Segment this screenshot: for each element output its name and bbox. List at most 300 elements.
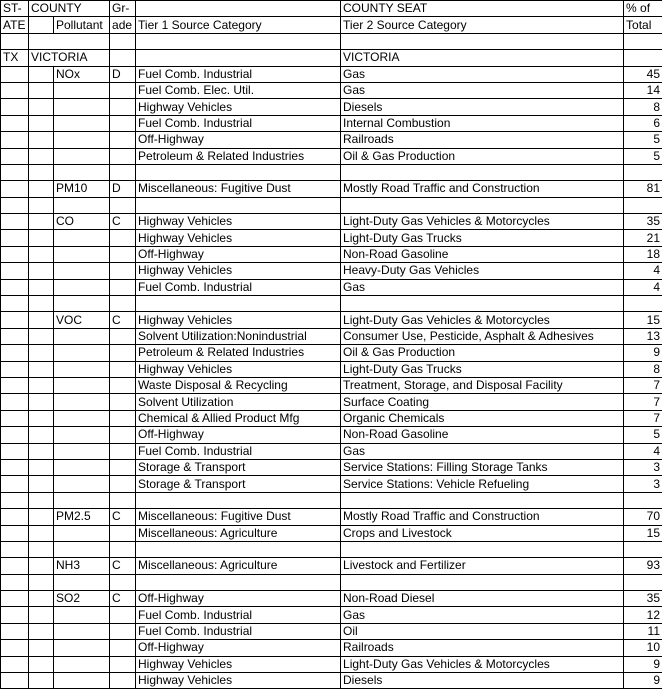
grade-cell — [110, 656, 136, 672]
state-cell — [1, 115, 29, 131]
blank-row — [1, 574, 662, 590]
blank-row — [1, 164, 662, 180]
percent-cell: 9 — [624, 656, 662, 672]
tier1-cell: Highway Vehicles — [136, 361, 341, 377]
table-row — [1, 410, 662, 426]
pollutant-cell — [54, 459, 110, 475]
blank-cell — [624, 197, 662, 213]
table-body — [1, 1, 662, 689]
pollutant-cell — [54, 476, 110, 492]
header-cell: COUNTY — [29, 1, 110, 17]
percent-cell: 81 — [624, 181, 662, 197]
pollutant-cell — [54, 640, 110, 656]
pollutant-cell — [54, 410, 110, 426]
county-cell — [29, 673, 54, 689]
pollutant-cell — [54, 230, 110, 246]
tier1-cell: Miscellaneous: Agriculture — [136, 558, 341, 574]
state-cell — [1, 361, 29, 377]
tier2-cell: Internal Combustion — [341, 115, 624, 131]
blank-cell — [54, 296, 110, 312]
blank-cell — [54, 197, 110, 213]
grade-cell — [110, 328, 136, 344]
table-row — [1, 525, 662, 541]
header-cell: Pollutant — [54, 17, 110, 33]
blank-cell — [110, 492, 136, 508]
pollutant-cell — [54, 279, 110, 295]
blank-cell — [110, 197, 136, 213]
percent-cell: 7 — [624, 410, 662, 426]
pollutant-cell: PM10 — [54, 181, 110, 197]
grade-cell — [110, 673, 136, 689]
blank-cell — [110, 541, 136, 557]
county-cell — [29, 66, 54, 82]
state-cell — [1, 673, 29, 689]
tier2-cell: Gas — [341, 607, 624, 623]
percent-cell: 3 — [624, 459, 662, 475]
blank-row — [1, 296, 662, 312]
percent-cell: 12 — [624, 607, 662, 623]
blank-cell — [136, 492, 341, 508]
table-row — [1, 558, 662, 574]
county-cell: VICTORIA — [29, 50, 110, 66]
state-cell — [1, 459, 29, 475]
tier2-cell: Livestock and Fertilizer — [341, 558, 624, 574]
blank-cell — [54, 541, 110, 557]
county-cell — [29, 361, 54, 377]
blank-cell — [341, 492, 624, 508]
grade-cell — [110, 82, 136, 98]
state-cell — [1, 132, 29, 148]
tier2-cell: Railroads — [341, 640, 624, 656]
tier1-cell: Miscellaneous: Fugitive Dust — [136, 509, 341, 525]
state-cell — [1, 394, 29, 410]
grade-cell — [110, 99, 136, 115]
table-row — [1, 361, 662, 377]
blank-cell — [29, 164, 54, 180]
county-cell — [29, 246, 54, 262]
blank-cell — [136, 574, 341, 590]
pollutant-cell — [54, 673, 110, 689]
grade-cell — [110, 377, 136, 393]
header-cell — [136, 1, 341, 17]
tier1-cell: Off-Highway — [136, 427, 341, 443]
table-row — [1, 66, 662, 82]
blank-cell — [29, 296, 54, 312]
blank-cell — [136, 197, 341, 213]
percent-cell: 9 — [624, 345, 662, 361]
tier1-cell: Highway Vehicles — [136, 673, 341, 689]
county-cell — [29, 509, 54, 525]
pollutant-cell: NH3 — [54, 558, 110, 574]
grade-cell: D — [110, 66, 136, 82]
tier1-cell: Miscellaneous: Agriculture — [136, 525, 341, 541]
state-cell — [1, 328, 29, 344]
header-cell: Total — [624, 17, 662, 33]
pollutant-cell — [54, 99, 110, 115]
tier2-cell: Service Stations: Vehicle Refueling — [341, 476, 624, 492]
grade-cell — [110, 345, 136, 361]
county-cell — [29, 345, 54, 361]
tier1-cell: Fuel Comb. Industrial — [136, 279, 341, 295]
table-row — [1, 623, 662, 639]
blank-cell — [110, 164, 136, 180]
percent-cell: 45 — [624, 66, 662, 82]
table-row — [1, 246, 662, 262]
table-row — [1, 656, 662, 672]
grade-cell — [110, 361, 136, 377]
county-cell — [29, 443, 54, 459]
state-cell — [1, 509, 29, 525]
table-row — [1, 591, 662, 607]
header-cell: ST- — [1, 1, 29, 17]
blank-cell — [29, 492, 54, 508]
pollutant-cell — [54, 377, 110, 393]
percent-cell: 9 — [624, 673, 662, 689]
grade-cell — [110, 607, 136, 623]
grade-cell — [110, 132, 136, 148]
table-row — [1, 377, 662, 393]
state-cell — [1, 99, 29, 115]
county-cell — [29, 312, 54, 328]
pollutant-cell — [54, 82, 110, 98]
tier2-cell: Crops and Livestock — [341, 525, 624, 541]
percent-cell: 15 — [624, 312, 662, 328]
table-row — [1, 132, 662, 148]
tier2-cell: Light-Duty Gas Vehicles & Motorcycles — [341, 214, 624, 230]
county-cell — [29, 394, 54, 410]
table-row — [1, 312, 662, 328]
tier1-cell: Highway Vehicles — [136, 99, 341, 115]
state-cell — [1, 230, 29, 246]
blank-cell — [341, 296, 624, 312]
county-cell — [29, 410, 54, 426]
tier1-cell: Highway Vehicles — [136, 312, 341, 328]
pollutant-cell — [54, 263, 110, 279]
county-cell — [29, 640, 54, 656]
blank-cell — [341, 164, 624, 180]
table-row — [1, 263, 662, 279]
grade-cell — [110, 148, 136, 164]
blank-cell — [341, 574, 624, 590]
pollutant-cell — [54, 656, 110, 672]
tier1-cell: Fuel Comb. Industrial — [136, 66, 341, 82]
blank-cell — [136, 296, 341, 312]
state-cell — [1, 279, 29, 295]
percent-cell: 7 — [624, 377, 662, 393]
state-cell — [1, 410, 29, 426]
state-cell — [1, 640, 29, 656]
tier2-cell: Gas — [341, 443, 624, 459]
tier1-cell: Fuel Comb. Industrial — [136, 623, 341, 639]
state-cell — [1, 214, 29, 230]
blank-cell — [1, 164, 29, 180]
percent-cell: 15 — [624, 525, 662, 541]
county-cell — [29, 459, 54, 475]
tier2-cell: Diesels — [341, 673, 624, 689]
state-cell — [1, 82, 29, 98]
county-cell — [29, 427, 54, 443]
blank-cell — [1, 197, 29, 213]
county-cell — [29, 656, 54, 672]
state-cell — [1, 66, 29, 82]
blank-row — [1, 541, 662, 557]
percent-cell: 7 — [624, 394, 662, 410]
tier2-cell: Consumer Use, Pesticide, Asphalt & Adhesives — [341, 328, 624, 344]
grade-cell — [110, 459, 136, 475]
table-row — [1, 394, 662, 410]
tier1-cell: Storage & Transport — [136, 459, 341, 475]
county-seat-cell: VICTORIA — [341, 50, 624, 66]
blank-cell — [341, 541, 624, 557]
pollutant-cell — [54, 623, 110, 639]
state-cell — [1, 443, 29, 459]
percent-cell: 35 — [624, 214, 662, 230]
percent-cell: 3 — [624, 476, 662, 492]
header-row-1 — [1, 1, 662, 17]
tier1-cell: Off-Highway — [136, 132, 341, 148]
tier2-cell: Mostly Road Traffic and Construction — [341, 509, 624, 525]
tier1-cell: Miscellaneous: Fugitive Dust — [136, 181, 341, 197]
grade-cell: C — [110, 558, 136, 574]
county-cell — [29, 230, 54, 246]
table-row — [1, 607, 662, 623]
header-cell: ade — [110, 17, 136, 33]
header-row-2 — [1, 17, 662, 33]
tier1-cell: Fuel Comb. Industrial — [136, 443, 341, 459]
table-row — [1, 509, 662, 525]
tier2-cell: Oil — [341, 623, 624, 639]
blank-cell — [54, 492, 110, 508]
tier2-cell: Light-Duty Gas Vehicles & Motorcycles — [341, 656, 624, 672]
blank-cell — [29, 197, 54, 213]
blank-cell — [29, 541, 54, 557]
pollutant-cell — [54, 132, 110, 148]
table-row — [1, 673, 662, 689]
county-cell — [29, 476, 54, 492]
percent-cell: 10 — [624, 640, 662, 656]
grade-cell — [110, 263, 136, 279]
pollutant-cell — [54, 427, 110, 443]
grade-cell — [110, 525, 136, 541]
blank-cell — [624, 574, 662, 590]
tier2-cell: Surface Coating — [341, 394, 624, 410]
county-cell — [29, 623, 54, 639]
grade-cell — [110, 394, 136, 410]
header-cell: Tier 2 Source Category — [341, 17, 624, 33]
grade-cell — [110, 640, 136, 656]
blank-cell — [110, 296, 136, 312]
state-cell: TX — [1, 50, 29, 66]
tier1-cell: Solvent Utilization — [136, 394, 341, 410]
grade-cell — [110, 427, 136, 443]
tier1-cell: Storage & Transport — [136, 476, 341, 492]
tier1-cell: Petroleum & Related Industries — [136, 148, 341, 164]
tier1-cell: Waste Disposal & Recycling — [136, 377, 341, 393]
blank-cell — [110, 574, 136, 590]
percent-cell: 35 — [624, 591, 662, 607]
blank-cell — [624, 296, 662, 312]
tier1-cell: Highway Vehicles — [136, 230, 341, 246]
county-cell — [29, 148, 54, 164]
blank-cell — [136, 164, 341, 180]
tier1-cell: Fuel Comb. Elec. Util. — [136, 82, 341, 98]
tier2-cell: Heavy-Duty Gas Vehicles — [341, 263, 624, 279]
location-row — [1, 50, 662, 66]
table-row — [1, 148, 662, 164]
pollutant-cell — [54, 525, 110, 541]
state-cell — [1, 345, 29, 361]
percent-cell: 21 — [624, 230, 662, 246]
table-row — [1, 427, 662, 443]
percent-cell: 13 — [624, 328, 662, 344]
tier1-cell: Fuel Comb. Industrial — [136, 607, 341, 623]
pollutant-cell — [54, 607, 110, 623]
tier2-cell: Gas — [341, 279, 624, 295]
table-row — [1, 459, 662, 475]
percent-cell: 93 — [624, 558, 662, 574]
tier2-cell: Light-Duty Gas Trucks — [341, 230, 624, 246]
header-cell: COUNTY SEAT — [341, 1, 624, 17]
tier1-cell: Highway Vehicles — [136, 214, 341, 230]
county-cell — [29, 607, 54, 623]
state-cell — [1, 148, 29, 164]
blank-cell — [54, 164, 110, 180]
tier1-cell: Highway Vehicles — [136, 263, 341, 279]
table-row — [1, 82, 662, 98]
grade-cell — [110, 410, 136, 426]
table-row — [1, 345, 662, 361]
tier2-cell: Treatment, Storage, and Disposal Facility — [341, 377, 624, 393]
blank-cell — [624, 492, 662, 508]
table-row — [1, 99, 662, 115]
county-cell — [29, 558, 54, 574]
tier2-cell: Non-Road Diesel — [341, 591, 624, 607]
county-cell — [29, 263, 54, 279]
tier2-cell: Oil & Gas Production — [341, 148, 624, 164]
tier2-cell: Non-Road Gasoline — [341, 427, 624, 443]
percent-cell: 4 — [624, 443, 662, 459]
tier1-cell: Petroleum & Related Industries — [136, 345, 341, 361]
blank-cell — [341, 197, 624, 213]
state-cell — [1, 558, 29, 574]
blank-cell — [1, 574, 29, 590]
pollutant-cell — [54, 361, 110, 377]
percent-cell: 4 — [624, 279, 662, 295]
table-row — [1, 115, 662, 131]
tier2-cell: Mostly Road Traffic and Construction — [341, 181, 624, 197]
grade-cell: C — [110, 509, 136, 525]
county-cell — [29, 279, 54, 295]
state-cell — [1, 623, 29, 639]
county-cell — [29, 132, 54, 148]
grade-cell: C — [110, 591, 136, 607]
header-cell: % of — [624, 1, 662, 17]
grade-cell — [110, 115, 136, 131]
pollutant-cell — [54, 345, 110, 361]
county-cell — [29, 181, 54, 197]
header-cell — [29, 17, 54, 33]
pollutant-cell — [54, 246, 110, 262]
blank-cell — [624, 164, 662, 180]
state-cell — [1, 656, 29, 672]
state-cell — [1, 246, 29, 262]
state-cell — [1, 181, 29, 197]
percent-cell: 8 — [624, 99, 662, 115]
state-cell — [1, 377, 29, 393]
grade-cell — [110, 623, 136, 639]
percent-cell: 5 — [624, 427, 662, 443]
header-cell: ATE — [1, 17, 29, 33]
grade-cell: D — [110, 181, 136, 197]
tier1-cell: Off-Highway — [136, 591, 341, 607]
header-cell: Gr- — [110, 1, 136, 17]
tier1-cell: Fuel Comb. Industrial — [136, 115, 341, 131]
percent-cell: 4 — [624, 263, 662, 279]
county-cell — [29, 115, 54, 131]
percent-cell: 18 — [624, 246, 662, 262]
blank-cell — [624, 541, 662, 557]
blank-row — [1, 33, 662, 49]
blank-cell — [29, 574, 54, 590]
grade-cell: C — [110, 312, 136, 328]
pollutant-cell: SO2 — [54, 591, 110, 607]
table-row — [1, 476, 662, 492]
blank-cell — [54, 574, 110, 590]
percent-cell: 5 — [624, 148, 662, 164]
county-cell — [29, 525, 54, 541]
state-cell — [1, 312, 29, 328]
tier2-cell: Oil & Gas Production — [341, 345, 624, 361]
state-cell — [1, 591, 29, 607]
pollutant-cell: PM2.5 — [54, 509, 110, 525]
pollutant-cell: CO — [54, 214, 110, 230]
blank-cell — [136, 541, 341, 557]
grade-cell — [110, 443, 136, 459]
tier2-cell: Light-Duty Gas Vehicles & Motorcycles — [341, 312, 624, 328]
tier2-cell: Organic Chemicals — [341, 410, 624, 426]
blank-cell — [1, 541, 29, 557]
pollutant-cell — [54, 394, 110, 410]
blank-cell — [1, 492, 29, 508]
tier2-cell: Gas — [341, 82, 624, 98]
percent-cell: 70 — [624, 509, 662, 525]
pollutant-cell: NOx — [54, 66, 110, 82]
percent-cell: 8 — [624, 361, 662, 377]
table-row — [1, 328, 662, 344]
state-cell — [1, 263, 29, 279]
blank-cell — [1, 296, 29, 312]
tier2-cell: Non-Road Gasoline — [341, 246, 624, 262]
tier2-cell: Railroads — [341, 132, 624, 148]
tier1-cell: Highway Vehicles — [136, 656, 341, 672]
state-cell — [1, 476, 29, 492]
tier2-cell: Light-Duty Gas Trucks — [341, 361, 624, 377]
grade-cell — [110, 230, 136, 246]
table-row — [1, 640, 662, 656]
blank-row — [1, 492, 662, 508]
state-cell — [1, 427, 29, 443]
table-row — [1, 443, 662, 459]
pollutant-cell — [54, 443, 110, 459]
blank-row — [1, 197, 662, 213]
tier1-cell: Off-Highway — [136, 640, 341, 656]
grade-cell — [110, 476, 136, 492]
county-cell — [29, 377, 54, 393]
percent-cell: 14 — [624, 82, 662, 98]
table-row — [1, 214, 662, 230]
state-cell — [1, 525, 29, 541]
table-row — [1, 230, 662, 246]
